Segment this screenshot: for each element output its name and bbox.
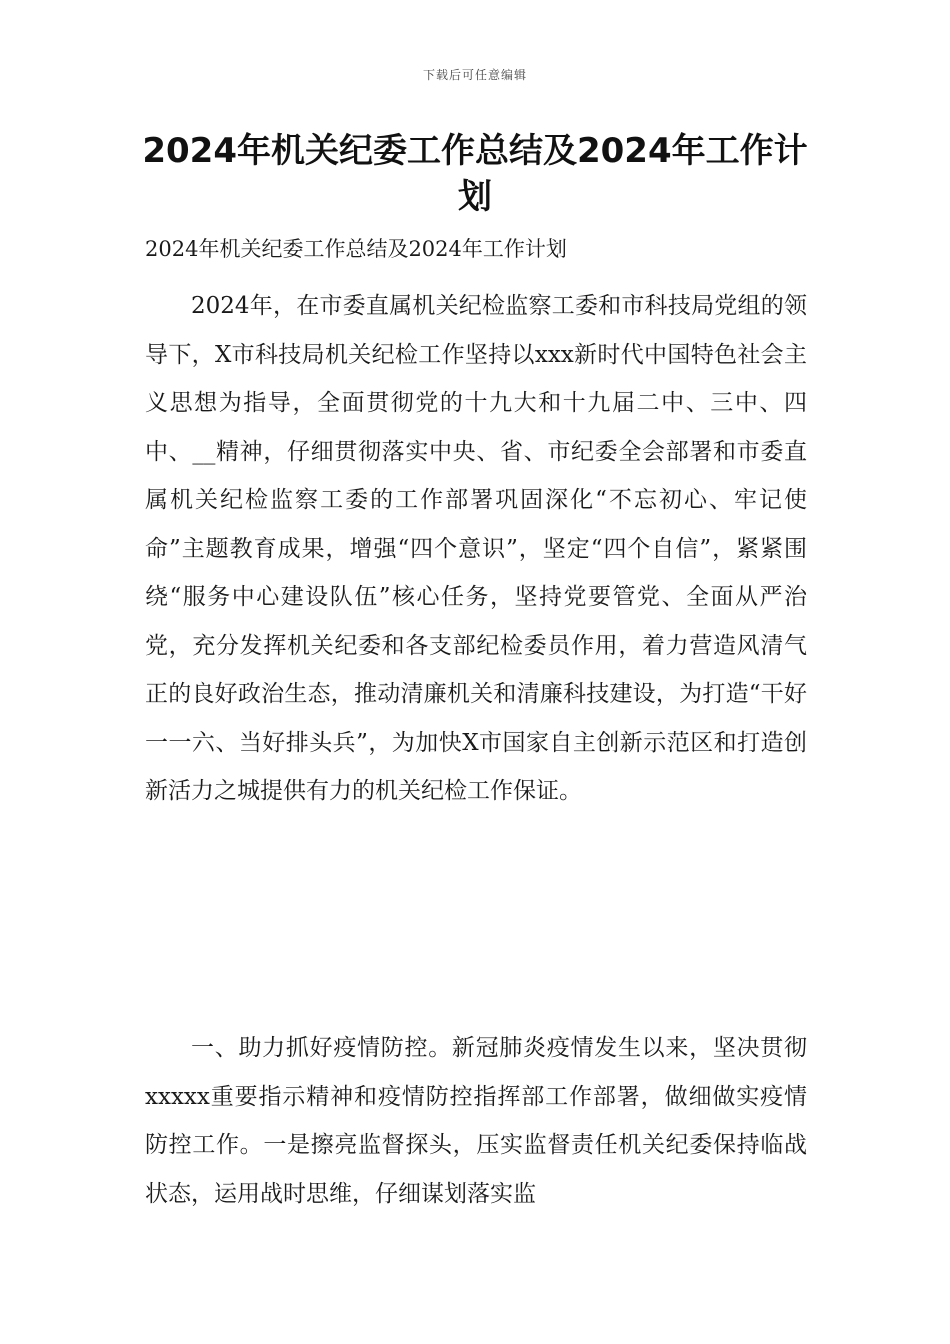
paragraph-section-one: 一、助力抓好疫情防控。新冠肺炎疫情发生以来，坚决贯彻xxxxx重要指示精神和疫情防控指挥部工作部署，做细做实疫情防控工作。一是擦亮监督探头，压实监督责任机关纪委保持临战状态，运用战时思维，仔细谋划落实监 <box>145 1035 807 1207</box>
page-header-note: 下载后可任意编辑 <box>422 68 527 82</box>
document-subtitle: 2024年机关纪委工作总结及2024年工作计划 <box>145 237 567 261</box>
document-title: 2024年机关纪委工作总结及2024年工作计划 <box>142 131 808 217</box>
paragraph-intro: 2024年，在市委直属机关纪检监察工委和市科技局党组的领导下，X市科技局机关纪检工作坚持以xxx新时代中国特色社会主义思想为指导，全面贯彻党的十九大和十九届二中、三中、四中、__精神，仔细贯彻落实中央、省、市纪委全会部署和市委直属机关纪检监察工委的工作部署巩固深化“不忘初心、牢记使命”主题教育成果，增强“四个意识”，坚定“四个自信”，紧紧围绕“服务中心建设队伍”核心任务，坚持党要管党、全面从严治党，充分发挥机关纪委和各支部纪检委员作用，着力营造风清气正的良好政治生态，推动清廉机关和清廉科技建设，为打造“干好一一六、当好排头兵”，为加快X市国家自主创新示范区和打造创新活力之城提供有力的机关纪检工作保证。 <box>145 293 807 804</box>
